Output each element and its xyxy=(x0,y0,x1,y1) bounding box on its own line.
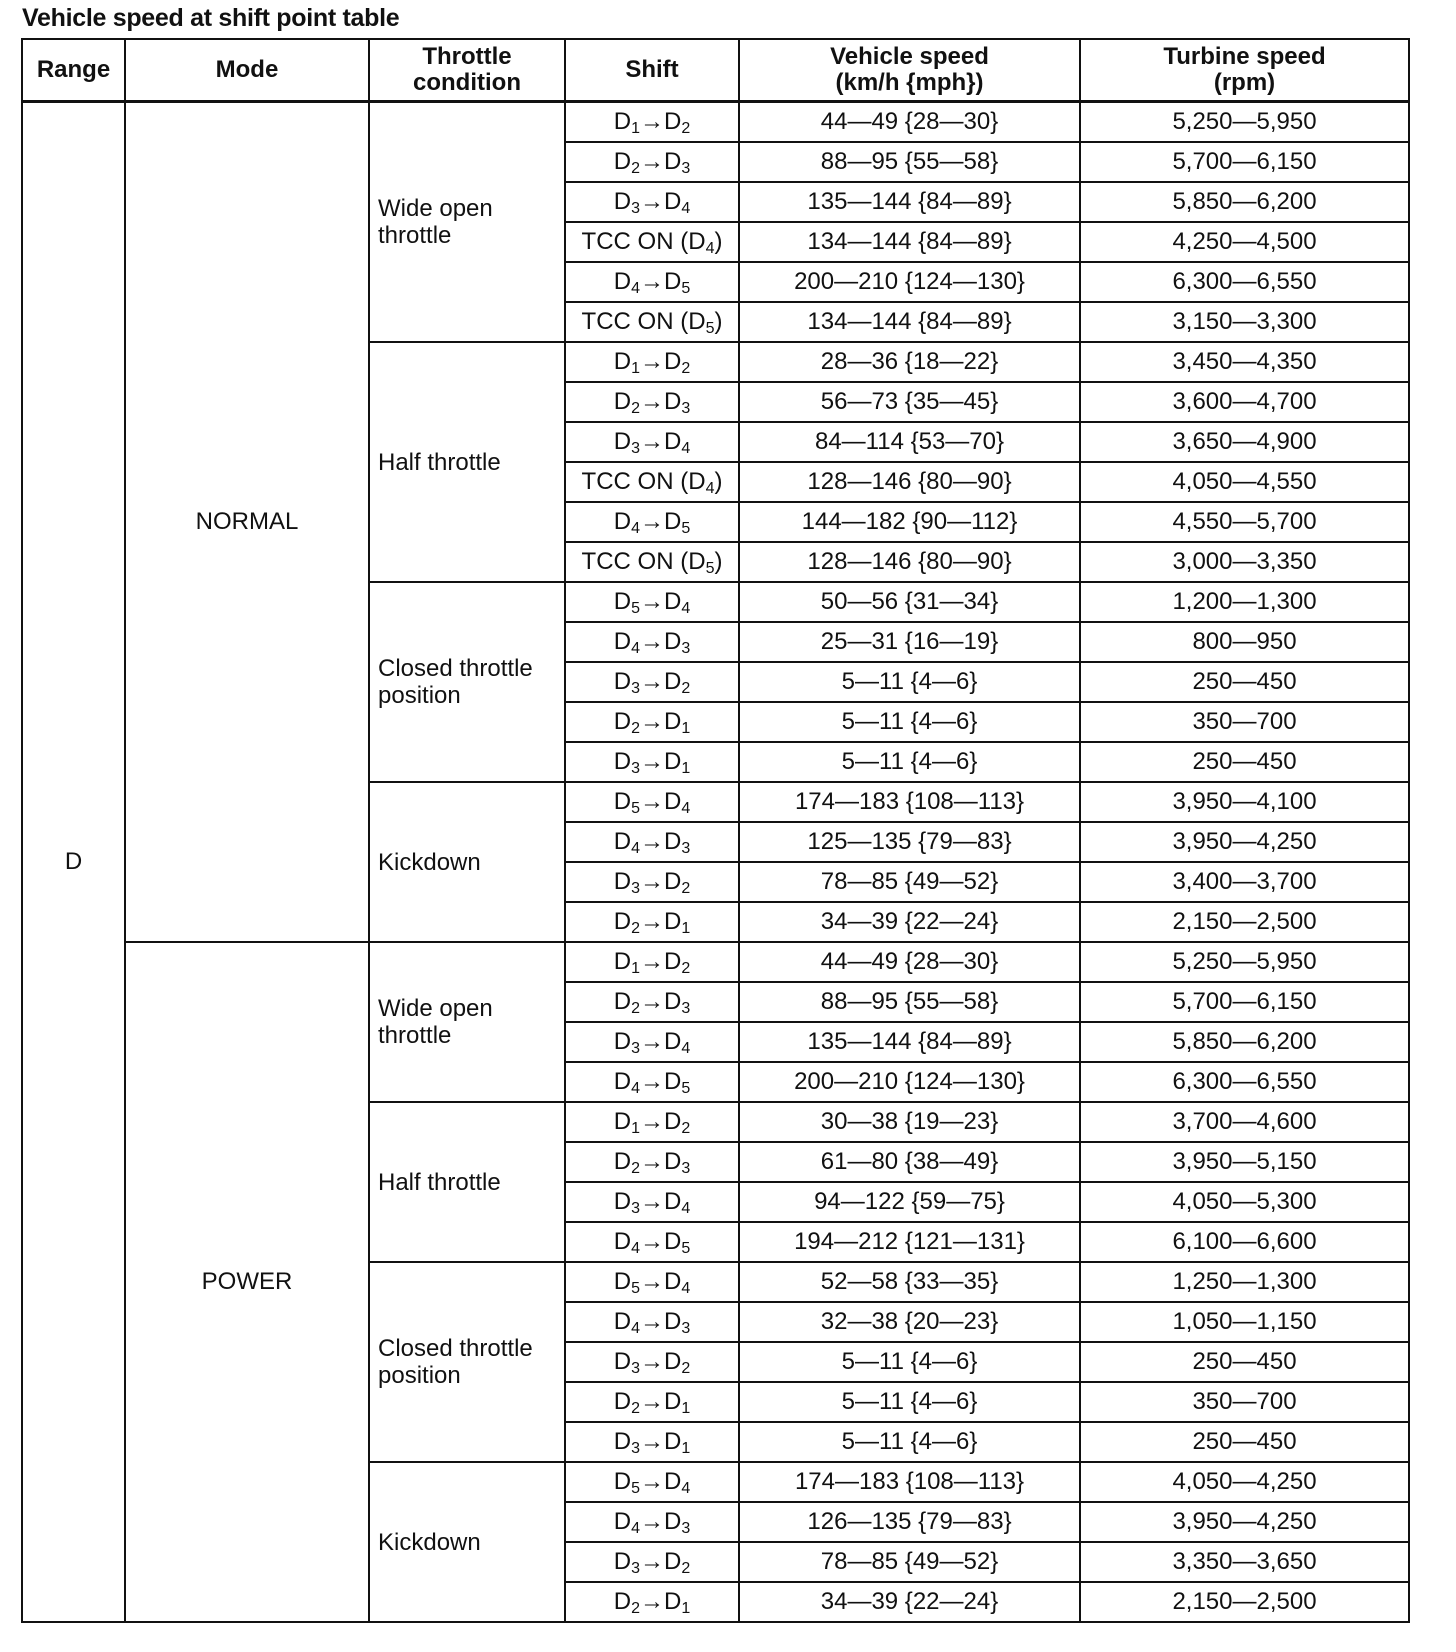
throttle-condition-cell xyxy=(369,942,565,1102)
turbine-speed-cell: 250—450 xyxy=(1080,662,1409,702)
shift-cell: TCC ON $(D_4)$ xyxy=(565,222,739,262)
shift-cell: $D_5\to D_4$ xyxy=(565,1262,739,1302)
shift-cell: $D_3\to D_2$ xyxy=(565,662,739,702)
turbine-speed-cell: 250—450 xyxy=(1080,1342,1409,1382)
vehicle-speed-cell: 5—11 {4—6} xyxy=(739,702,1080,742)
vehicle-speed-cell: 32—38 {20—23} xyxy=(739,1302,1080,1342)
shift-cell: $D_4\to D_5$ xyxy=(565,262,739,302)
shift-cell: $D_2\to D_1$ xyxy=(565,1382,739,1422)
header-shift: Shift xyxy=(565,39,739,102)
shift-cell: $D_2\to D_1$ xyxy=(565,902,739,942)
shift-cell: $D_3\to D_2$ xyxy=(565,1542,739,1582)
turbine-speed-cell: 6,300—6,550 xyxy=(1080,1062,1409,1102)
range-cell: D xyxy=(22,102,125,1623)
turbine-speed-cell: 4,050—4,250 xyxy=(1080,1462,1409,1502)
vehicle-speed-cell: 44—49 {28—30} xyxy=(739,942,1080,982)
turbine-speed-cell: 2,150—2,500 xyxy=(1080,1582,1409,1622)
turbine-speed-cell: 3,150—3,300 xyxy=(1080,302,1409,342)
throttle-condition-cell xyxy=(369,1262,565,1462)
vehicle-speed-cell: 52—58 {33—35} xyxy=(739,1262,1080,1302)
shift-cell: $D_1\to D_2$ xyxy=(565,942,739,982)
throttle-condition-line: Half throttle xyxy=(378,1168,501,1196)
turbine-speed-cell: 3,950—4,250 xyxy=(1080,1502,1409,1542)
vehicle-speed-cell: 56—73 {35—45} xyxy=(739,382,1080,422)
vehicle-speed-cell: 84—114 {53—70} xyxy=(739,422,1080,462)
shift-cell: $D_3\to D_1$ xyxy=(565,1422,739,1462)
turbine-speed-cell: 5,850—6,200 xyxy=(1080,1022,1409,1062)
turbine-speed-cell: 6,300—6,550 xyxy=(1080,262,1409,302)
vehicle-speed-cell: 134—144 {84—89} xyxy=(739,302,1080,342)
vehicle-speed-cell: 174—183 {108—113} xyxy=(739,782,1080,822)
table-body xyxy=(22,102,1409,1623)
turbine-speed-cell: 4,250—4,500 xyxy=(1080,222,1409,262)
vehicle-speed-cell: 200—210 {124—130} xyxy=(739,262,1080,302)
shift-cell: $D_4\to D_3$ xyxy=(565,1302,739,1342)
shift-cell: $D_2\to D_3$ xyxy=(565,1142,739,1182)
vehicle-speed-cell: 144—182 {90—112} xyxy=(739,502,1080,542)
header-vehicle-speed xyxy=(739,39,1080,102)
throttle-condition-line: Wide open xyxy=(378,995,493,1022)
header-throttle-condition xyxy=(369,39,565,102)
turbine-speed-cell: 1,200—1,300 xyxy=(1080,582,1409,622)
vehicle-speed-cell: 78—85 {49—52} xyxy=(739,1542,1080,1582)
header-mode: Mode xyxy=(125,39,369,102)
turbine-speed-cell: 350—700 xyxy=(1080,1382,1409,1422)
vehicle-speed-cell: 135—144 {84—89} xyxy=(739,1022,1080,1062)
shift-cell: $D_4\to D_5$ xyxy=(565,1062,739,1102)
turbine-speed-cell: 5,700—6,150 xyxy=(1080,982,1409,1022)
vehicle-speed-cell: 134—144 {84—89} xyxy=(739,222,1080,262)
header-range: Range xyxy=(22,39,125,102)
vehicle-speed-cell: 25—31 {16—19} xyxy=(739,622,1080,662)
throttle-condition-line: throttle xyxy=(378,222,452,249)
turbine-speed-cell: 350—700 xyxy=(1080,702,1409,742)
turbine-speed-cell: 4,050—5,300 xyxy=(1080,1182,1409,1222)
mode-cell: POWER xyxy=(125,942,369,1622)
throttle-condition-line: Closed throttle xyxy=(378,655,533,682)
header-throttle-line2: condition xyxy=(413,69,521,96)
vehicle-speed-cell: 126—135 {79—83} xyxy=(739,1502,1080,1542)
vehicle-speed-cell: 28—36 {18—22} xyxy=(739,342,1080,382)
throttle-condition-line: Wide open xyxy=(378,195,493,222)
turbine-speed-cell: 3,700—4,600 xyxy=(1080,1102,1409,1142)
vehicle-speed-cell: 128—146 {80—90} xyxy=(739,462,1080,502)
vehicle-speed-cell: 194—212 {121—131} xyxy=(739,1222,1080,1262)
turbine-speed-cell: 6,100—6,600 xyxy=(1080,1222,1409,1262)
vehicle-speed-cell: 30—38 {19—23} xyxy=(739,1102,1080,1142)
shift-cell: $D_3\to D_4$ xyxy=(565,1022,739,1062)
throttle-condition-line: position xyxy=(378,682,461,709)
shift-cell: $D_2\to D_1$ xyxy=(565,1582,739,1622)
header-turbine-line1: Turbine speed xyxy=(1163,43,1326,70)
throttle-condition-line: Kickdown xyxy=(378,848,481,876)
shift-cell: $D_5\to D_4$ xyxy=(565,1462,739,1502)
vehicle-speed-cell: 135—144 {84—89} xyxy=(739,182,1080,222)
shift-cell: $D_1\to D_2$ xyxy=(565,1102,739,1142)
throttle-condition-line: Kickdown xyxy=(378,1528,481,1556)
vehicle-speed-cell: 128—146 {80—90} xyxy=(739,542,1080,582)
vehicle-speed-cell: 5—11 {4—6} xyxy=(739,1422,1080,1462)
turbine-speed-cell: 250—450 xyxy=(1080,1422,1409,1462)
turbine-speed-cell: 3,450—4,350 xyxy=(1080,342,1409,382)
vehicle-speed-cell: 94—122 {59—75} xyxy=(739,1182,1080,1222)
turbine-speed-cell: 5,250—5,950 xyxy=(1080,102,1409,143)
turbine-speed-cell: 250—450 xyxy=(1080,742,1409,782)
shift-cell: TCC ON $(D_5)$ xyxy=(565,302,739,342)
turbine-speed-cell: 5,850—6,200 xyxy=(1080,182,1409,222)
vehicle-speed-cell: 34—39 {22—24} xyxy=(739,902,1080,942)
shift-cell: $D_4\to D_3$ xyxy=(565,822,739,862)
shift-cell: $D_4\to D_3$ xyxy=(565,1502,739,1542)
shift-cell: $D_3\to D_2$ xyxy=(565,1342,739,1382)
vehicle-speed-cell: 125—135 {79—83} xyxy=(739,822,1080,862)
shift-cell: $D_4\to D_3$ xyxy=(565,622,739,662)
turbine-speed-cell: 1,250—1,300 xyxy=(1080,1262,1409,1302)
header-row xyxy=(22,39,1409,102)
turbine-speed-cell: 3,950—4,100 xyxy=(1080,782,1409,822)
shift-cell: $D_5\to D_4$ xyxy=(565,782,739,822)
vehicle-speed-cell: 5—11 {4—6} xyxy=(739,662,1080,702)
throttle-condition-cell xyxy=(369,1462,565,1622)
turbine-speed-cell: 1,050—1,150 xyxy=(1080,1302,1409,1342)
vehicle-speed-cell: 5—11 {4—6} xyxy=(739,1382,1080,1422)
turbine-speed-cell: 5,700—6,150 xyxy=(1080,142,1409,182)
header-speed-line1: Vehicle speed xyxy=(830,43,989,70)
shift-cell: $D_5\to D_4$ xyxy=(565,582,739,622)
turbine-speed-cell: 3,600—4,700 xyxy=(1080,382,1409,422)
shift-cell: $D_2\to D_3$ xyxy=(565,382,739,422)
shift-cell: $D_3\to D_2$ xyxy=(565,862,739,902)
turbine-speed-cell: 3,400—3,700 xyxy=(1080,862,1409,902)
throttle-condition-line: Closed throttle xyxy=(378,1335,533,1362)
table-row xyxy=(22,102,1409,143)
shift-point-table xyxy=(21,38,1410,1623)
throttle-condition-line: position xyxy=(378,1362,461,1389)
vehicle-speed-cell: 88—95 {55—58} xyxy=(739,982,1080,1022)
vehicle-speed-cell: 88—95 {55—58} xyxy=(739,142,1080,182)
vehicle-speed-cell: 44—49 {28—30} xyxy=(739,102,1080,143)
shift-cell: $D_2\to D_1$ xyxy=(565,702,739,742)
table-row xyxy=(22,942,1409,982)
throttle-condition-cell xyxy=(369,582,565,782)
turbine-speed-cell: 5,250—5,950 xyxy=(1080,942,1409,982)
turbine-speed-cell: 2,150—2,500 xyxy=(1080,902,1409,942)
throttle-condition-cell xyxy=(369,782,565,942)
shift-cell: $D_3\to D_4$ xyxy=(565,1182,739,1222)
turbine-speed-cell: 800—950 xyxy=(1080,622,1409,662)
shift-cell: $D_2\to D_3$ xyxy=(565,142,739,182)
mode-cell: NORMAL xyxy=(125,102,369,943)
table-title: Vehicle speed at shift point table xyxy=(22,4,400,32)
turbine-speed-cell: 3,350—3,650 xyxy=(1080,1542,1409,1582)
turbine-speed-cell: 4,050—4,550 xyxy=(1080,462,1409,502)
vehicle-speed-cell: 174—183 {108—113} xyxy=(739,1462,1080,1502)
vehicle-speed-cell: 61—80 {38—49} xyxy=(739,1142,1080,1182)
vehicle-speed-cell: 200—210 {124—130} xyxy=(739,1062,1080,1102)
shift-cell: $D_4\to D_5$ xyxy=(565,1222,739,1262)
header-throttle-line1: Throttle xyxy=(422,43,512,70)
vehicle-speed-cell: 50—56 {31—34} xyxy=(739,582,1080,622)
shift-cell: TCC ON $(D_5)$ xyxy=(565,542,739,582)
turbine-speed-cell: 3,950—5,150 xyxy=(1080,1142,1409,1182)
vehicle-speed-cell: 5—11 {4—6} xyxy=(739,742,1080,782)
vehicle-speed-cell: 78—85 {49—52} xyxy=(739,862,1080,902)
throttle-condition-cell xyxy=(369,102,565,343)
throttle-condition-cell xyxy=(369,342,565,582)
shift-cell: $D_3\to D_4$ xyxy=(565,182,739,222)
header-turbine-line2: (rpm) xyxy=(1213,69,1276,96)
turbine-speed-cell: 3,950—4,250 xyxy=(1080,822,1409,862)
shift-cell: TCC ON $(D_4)$ xyxy=(565,462,739,502)
shift-cell: $D_3\to D_4$ xyxy=(565,422,739,462)
throttle-condition-line: throttle xyxy=(378,1022,452,1049)
shift-cell: $D_1\to D_2$ xyxy=(565,102,739,143)
shift-cell: $D_2\to D_3$ xyxy=(565,982,739,1022)
throttle-condition-line: Half throttle xyxy=(378,448,501,476)
shift-cell: $D_1\to D_2$ xyxy=(565,342,739,382)
vehicle-speed-cell: 5—11 {4—6} xyxy=(739,1342,1080,1382)
shift-cell: $D_3\to D_1$ xyxy=(565,742,739,782)
turbine-speed-cell: 3,650—4,900 xyxy=(1080,422,1409,462)
vehicle-speed-cell: 34—39 {22—24} xyxy=(739,1582,1080,1622)
shift-cell: $D_4\to D_5$ xyxy=(565,502,739,542)
throttle-condition-cell xyxy=(369,1102,565,1262)
header-turbine-speed xyxy=(1080,39,1409,102)
turbine-speed-cell: 3,000—3,350 xyxy=(1080,542,1409,582)
header-speed-line2: (km/h {mph}) xyxy=(835,69,984,96)
turbine-speed-cell: 4,550—5,700 xyxy=(1080,502,1409,542)
